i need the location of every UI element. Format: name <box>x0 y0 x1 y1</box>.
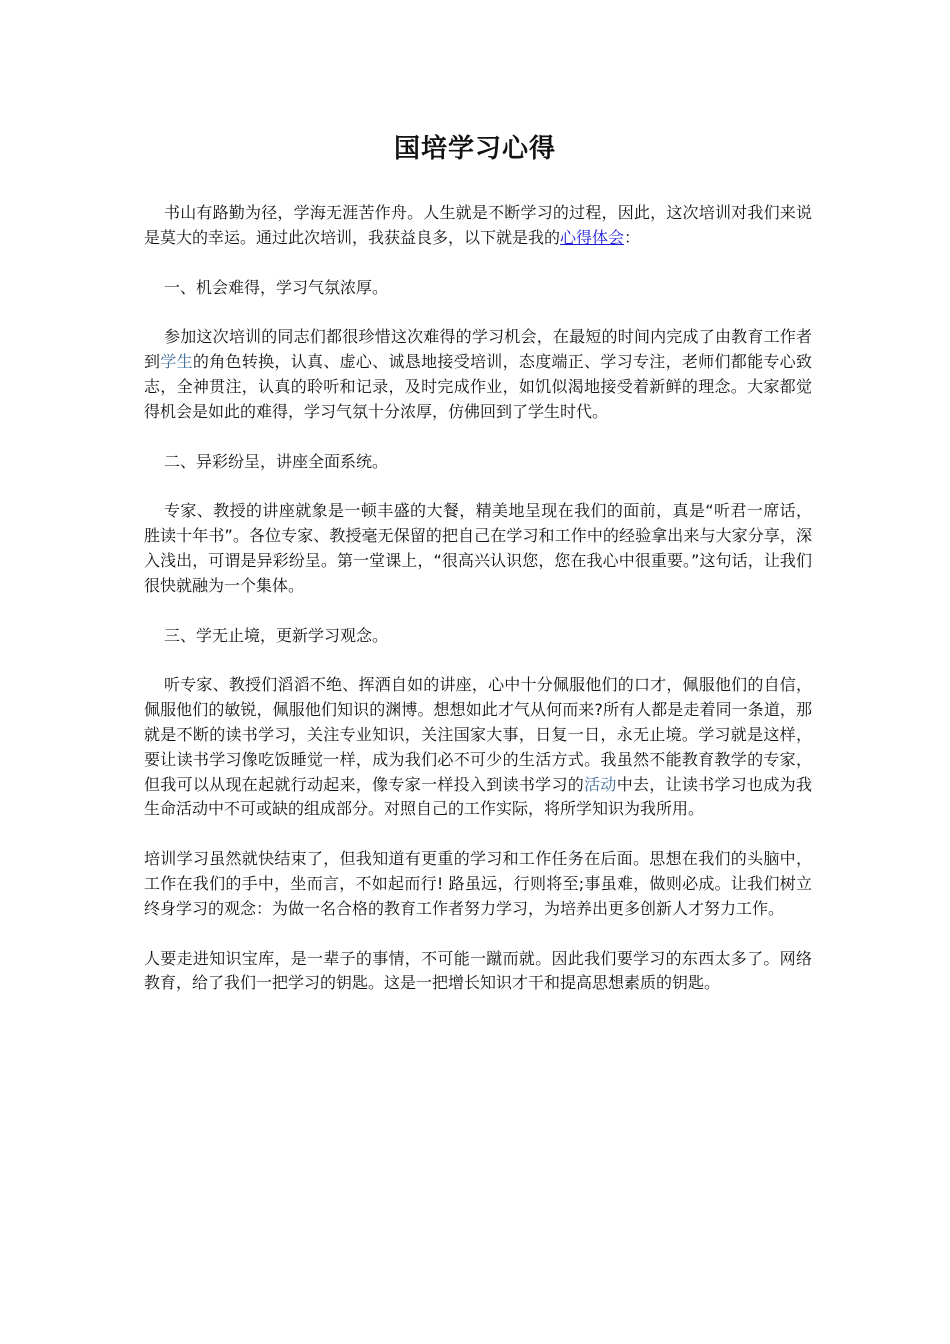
paragraph-section-3-text-after: 中去，让读书学习也成为我生命活动中不可或缺的组成部分。对照自己的工作实际，将所学知识为我所用。 <box>144 774 812 819</box>
section-heading-2: 二、异彩纷呈，讲座全面系统。 <box>164 451 389 471</box>
section-heading-1: 一、机会难得，学习气氛浓厚。 <box>164 277 389 297</box>
paragraph-section-1-text-after: 的角色转换，认真、虚心、诚恳地接受培训，态度端正、学习专注，老师们都能专心致志，全神贯注，认真的聆听和记录，及时完成作业，如饥似渴地接受着新鲜的理念。大家都觉得机会是如此的难得，学习气氛十分浓厚，仿佛回到了学生时代。 <box>144 352 812 421</box>
paragraph-intro <box>144 201 812 251</box>
section-heading-3: 三、学无止境，更新学习观念。 <box>164 625 389 645</box>
paragraph-conclusion-1: 培训学习虽然就快结束了，但我知道有更重的学习和工作任务在后面。思想在我们的头脑中，工作在我们的手中，坐而言，不如起而行! 路虽远，行则将至;事虽难，做则必成。让我们树立终身学习的观念：为做一名合格的教育工作者努力学习，为培养出更多创新人才努力工作。 <box>144 849 812 918</box>
link-huodong[interactable]: 活动 <box>584 774 617 794</box>
document-title: 国培学习心得 <box>393 134 556 164</box>
link-xinde-tihui[interactable]: 心得体会 <box>560 227 625 247</box>
document-body <box>144 201 812 1021</box>
paragraph-conclusion-2: 人要走进知识宝库，是一辈子的事情，不可能一蹴而就。因此我们要学习的东西太多了。网络教育，给了我们一把学习的钥匙。这是一把增长知识才干和提高思想素质的钥匙。 <box>144 948 812 993</box>
paragraph-section-1 <box>144 325 812 424</box>
link-xuesheng[interactable]: 学生 <box>160 352 193 372</box>
paragraph-section-1-text-before: 参加这次培训的同志们都很珍惜这次难得的学习机会，在最短的时间内完成了由教育工作者到 <box>144 327 812 372</box>
paragraph-section-3-text-before: 听专家、教授们滔滔不绝、挥洒自如的讲座，心中十分佩服他们的口才，佩服他们的自信，佩服他们的敏锐，佩服他们知识的渊博。想想如此才气从何而来?所有人都是走着同一条道，那就是不断的读书学习，关注专业知识，关注国家大事，日复一日，永无止境。学习就是这样，要让读书学习像吃饭睡觉一样，成为我们必不可少的生活方式。我虽然不能教育教学的专家，但我可以从现在起就行动起来，像专家一样投入到读书学习的 <box>144 675 812 794</box>
paragraph-intro-text-before: 书山有路勤为径，学海无涯苦作舟。人生就是不断学习的过程，因此，这次培训对我们来说是莫大的幸运。通过此次培训，我获益良多，以下就是我的 <box>144 203 812 247</box>
paragraph-intro-text-after: ： <box>624 227 641 247</box>
paragraph-section-2: 专家、教授的讲座就象是一顿丰盛的大餐，精美地呈现在我们的面前，真是“听君一席话，胜读十年书”。各位专家、教授毫无保留的把自己在学习和工作中的经验拿出来与大家分享，深入浅出，可谓是异彩纷呈。第一堂课上，“很高兴认识您，您在我心中很重要。”这句话，让我们很快就融为一个集体。 <box>144 501 812 595</box>
paragraph-section-3 <box>144 673 812 822</box>
